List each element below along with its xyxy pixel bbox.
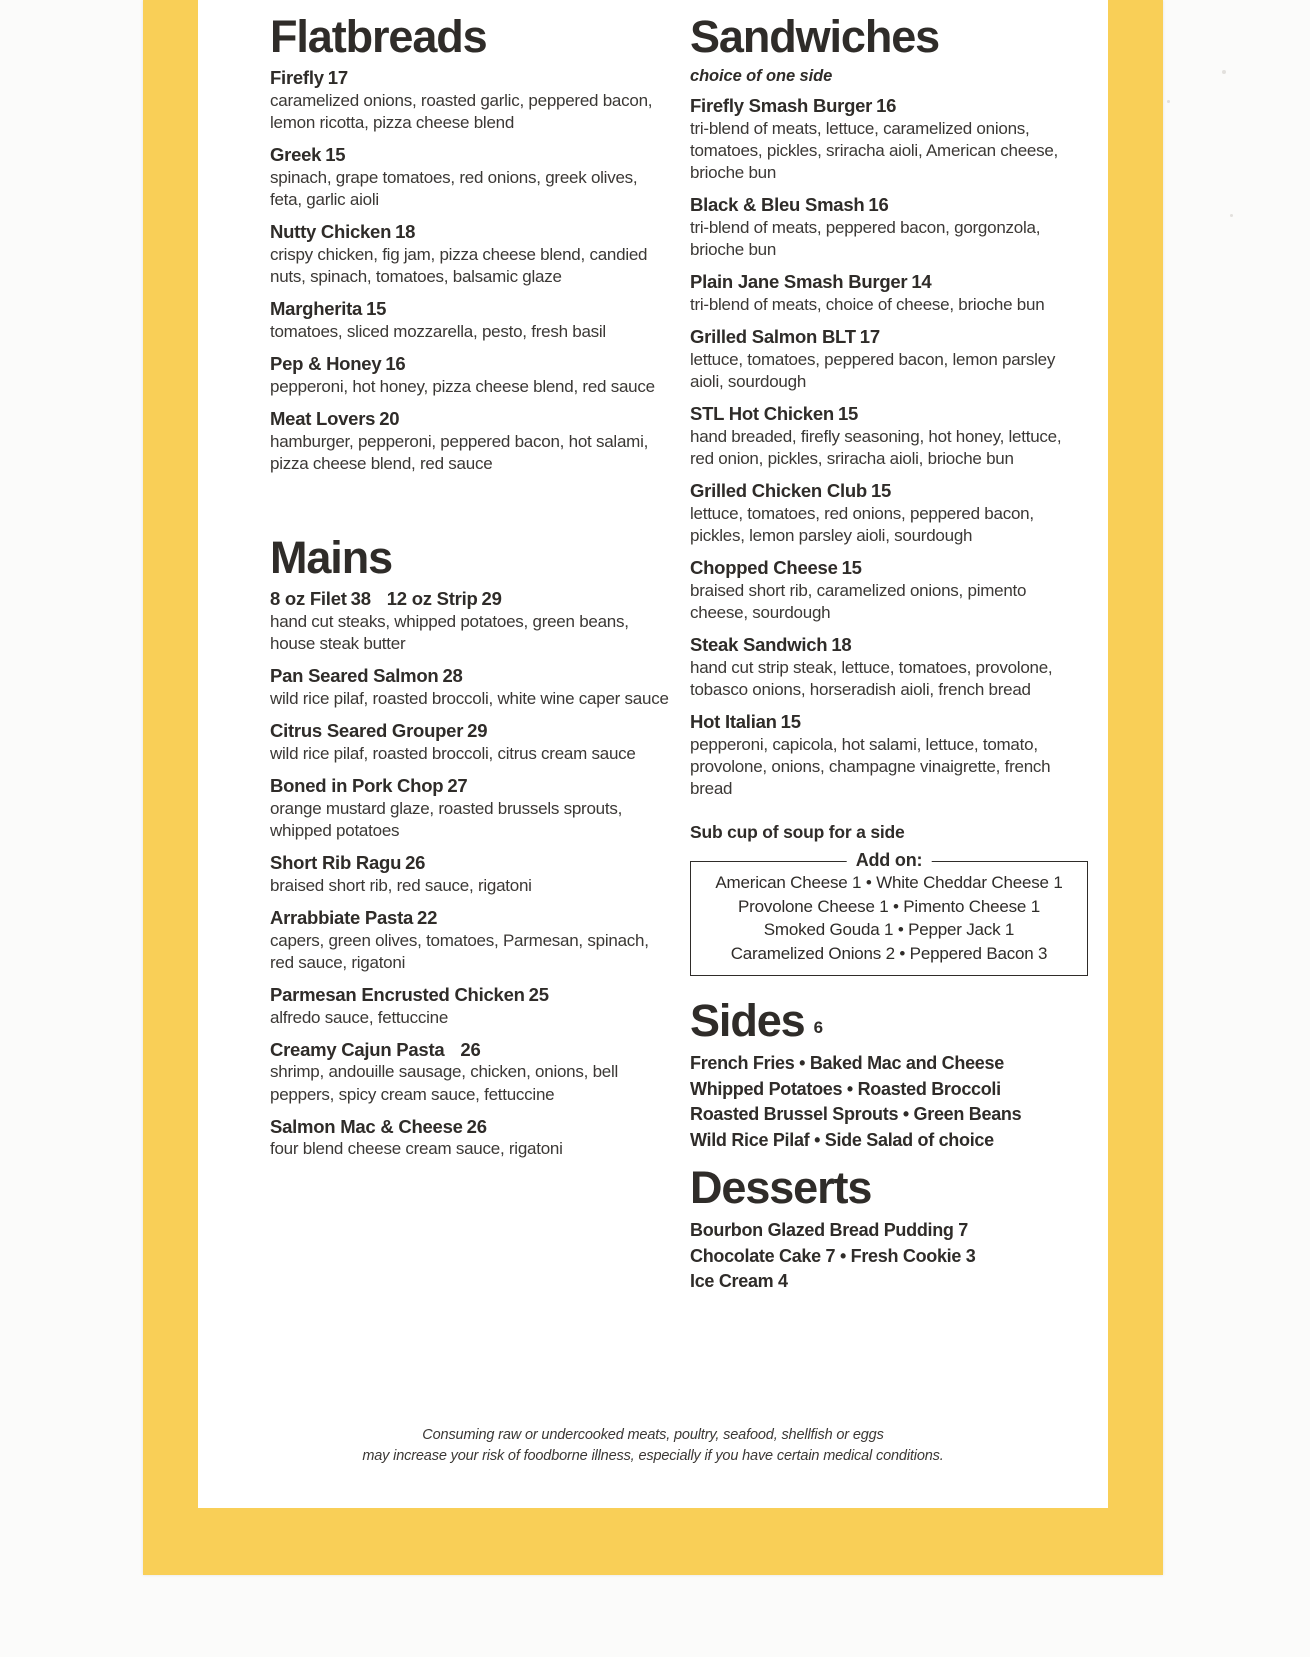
menu-item [270, 775, 670, 842]
menu-item [270, 144, 670, 211]
item-description: tomatoes, sliced mozzarella, pesto, fresh basil [270, 321, 606, 341]
add-on-row: American Cheese 1 • White Cheddar Cheese 1 [715, 873, 1063, 893]
item-description: lettuce, tomatoes, red onions, peppered bacon, pickles, lemon parsley aioli, sourdough [690, 503, 1034, 545]
item-description: braised short rib, red sauce, rigatoni [270, 875, 532, 895]
item-description: hand cut strip steak, lettuce, tomatoes, provolone, tobasco onions, horseradish aioli, french bread [690, 657, 1053, 700]
item-price: 26 [405, 851, 426, 873]
section-gap [270, 485, 670, 535]
item-name: Plain Jane Smash Burger [690, 271, 908, 293]
right-column [690, 11, 1088, 1295]
item-name-line [270, 720, 670, 742]
menu-item [690, 194, 1088, 261]
item-name: Creamy Cajun Pasta [270, 1038, 445, 1060]
disclaimer-line-1: Consuming raw or undercooked meats, poultry, seafood, shellfish or eggs [422, 1427, 884, 1443]
item-name: Chopped Cheese [690, 557, 838, 579]
sub-soup-note: Sub cup of soup for a side [690, 822, 905, 843]
item-name-line [270, 221, 670, 243]
disclaimer-line-2: may increase your risk of foodborne illness, especially if you have certain medical conditions. [362, 1448, 944, 1465]
add-on-row: Provolone Cheese 1 • Pimento Cheese 1 [738, 896, 1040, 916]
item-name: Firefly Smash Burger [690, 95, 873, 116]
sides-row: Wild Rice Pilaf • Side Salad of choice [690, 1129, 994, 1150]
item-name: Black & Bleu Smash [690, 194, 865, 216]
item-name-line [270, 665, 670, 687]
item-price: 16 [868, 194, 889, 216]
menu-item [270, 353, 670, 398]
item-name-line [270, 353, 670, 375]
item-price: 14 [911, 271, 932, 293]
item-description: hamburger, pepperoni, peppered bacon, hot salami, pizza cheese blend, red sauce [270, 431, 649, 473]
scan-speck [1167, 100, 1170, 103]
item-name-line [690, 480, 1088, 502]
menu-item [690, 634, 1088, 701]
footer-disclaimer [198, 1425, 1108, 1467]
menu-item [270, 67, 670, 134]
item-price: 20 [379, 407, 400, 429]
menu-item [270, 298, 670, 343]
menu-item [270, 907, 670, 974]
item-price: 26 [466, 1115, 487, 1137]
item-name-line [270, 1116, 670, 1138]
item-price: 15 [837, 403, 859, 425]
item-price: 16 [385, 352, 406, 374]
item-name-line [270, 588, 670, 610]
item-name-line [270, 907, 670, 929]
menu-item [270, 1039, 670, 1106]
gap [690, 810, 1088, 822]
menu-sheet [143, 0, 1163, 1575]
menu-item [270, 1116, 670, 1161]
item-name-line [270, 984, 670, 1006]
item-name: Pep & Honey [270, 352, 382, 374]
item-description: shrimp, andouille sausage, chicken, onions, bell peppers, spicy cream sauce, fettuccine [270, 1062, 619, 1104]
item-name-line [690, 194, 1088, 216]
item-name: Grilled Salmon BLT [690, 326, 856, 348]
item-name: 8 oz Filet [270, 587, 347, 609]
sandwiches-subtitle: choice of one side [690, 67, 833, 85]
item-price: 17 [327, 67, 348, 88]
left-column [270, 11, 670, 1171]
sandwiches-heading: Sandwiches [690, 11, 940, 62]
item-description: hand cut steaks, whipped potatoes, green beans, house steak butter [270, 611, 629, 653]
item-price: 27 [447, 774, 468, 796]
item-name: Boned in Pork Chop [270, 774, 444, 796]
mains-heading: Mains [270, 531, 393, 583]
item-name: Arrabbiate Pasta [270, 906, 414, 928]
item-name-line [690, 711, 1088, 733]
scan-speck [1230, 214, 1233, 217]
item-price: 15 [780, 711, 801, 733]
item-description: braised short rib, caramelized onions, pimento cheese, sourdough [690, 580, 1027, 623]
item-name-line [270, 852, 670, 874]
menu-item [690, 557, 1088, 624]
sides-title: Sides [690, 995, 805, 1047]
desserts-heading: Desserts [690, 1162, 872, 1214]
item-name: Steak Sandwich [690, 634, 828, 656]
item-price: 15 [325, 144, 346, 166]
item-price: 25 [528, 983, 549, 1005]
menu-item [270, 720, 670, 765]
item-name: Short Rib Ragu [270, 851, 402, 873]
item-description: caramelized onions, roasted garlic, peppered bacon, lemon ricotta, pizza cheese blend [270, 90, 653, 132]
item-name: Parmesan Encrusted Chicken [270, 983, 525, 1005]
item-name-line [690, 95, 1088, 117]
item-name-line [690, 634, 1088, 656]
item-name-line [270, 1039, 670, 1061]
item-description: hand breaded, firefly seasoning, hot honey, lettuce, red onion, pickles, sriracha aioli, brioche bun [690, 426, 1062, 468]
menu-columns [198, 0, 1108, 1508]
item-price: 26 [460, 1038, 481, 1060]
item-description: pepperoni, hot honey, pizza cheese blend, red sauce [270, 376, 655, 396]
item-name: Firefly [270, 67, 324, 88]
item-price: 22 [417, 906, 438, 928]
add-on-box [690, 850, 1088, 976]
item-description: tri-blend of meats, lettuce, caramelized onions, tomatoes, pickles, sriracha aioli, American cheese, brioche bun [690, 118, 1059, 183]
item-description: lettuce, tomatoes, peppered bacon, lemon parsley aioli, sourdough [690, 349, 1056, 391]
menu-item [690, 95, 1088, 184]
item-name-line [270, 298, 670, 320]
menu-item [690, 326, 1088, 393]
sides-heading [690, 995, 1088, 1047]
item-price: 29 [467, 719, 488, 741]
menu-item [270, 588, 670, 655]
item-price: 15 [366, 298, 387, 320]
item-price: 18 [395, 221, 416, 243]
item-name: Greek [270, 144, 322, 166]
item-price: 15 [870, 480, 892, 502]
item-name: Meat Lovers [270, 407, 376, 429]
item-description: wild rice pilaf, roasted broccoli, citrus cream sauce [270, 743, 636, 763]
item-description: spinach, grape tomatoes, red onions, greek olives, feta, garlic aioli [270, 167, 638, 209]
add-on-legend: Add on: [847, 850, 932, 871]
sides-row: Whipped Potatoes • Roasted Broccoli [690, 1078, 1001, 1099]
menu-item [270, 408, 670, 475]
item-name: Nutty Chicken [270, 221, 392, 243]
item-name: STL Hot Chicken [690, 403, 834, 425]
item-description: pepperoni, capicola, hot salami, lettuce, tomato, provolone, onions, champagne vinaigrette, french bread [690, 734, 1051, 799]
item-name: Hot Italian [690, 711, 777, 733]
menu-item [270, 221, 670, 288]
item-description: crispy chicken, fig jam, pizza cheese blend, candied nuts, spinach, tomatoes, balsamic glaze [270, 244, 648, 286]
item-name-line [690, 326, 1088, 348]
item-description: tri-blend of meats, choice of cheese, brioche bun [690, 294, 1045, 314]
sides-price: 6 [813, 1018, 824, 1038]
scan-speck [1222, 70, 1226, 74]
item-name-line [690, 403, 1088, 425]
item-name-line [690, 557, 1088, 579]
item-price: 15 [841, 557, 862, 579]
item-name: Citrus Seared Grouper [270, 719, 464, 741]
item-name-line [270, 408, 670, 430]
item-name: Pan Seared Salmon [270, 664, 439, 686]
item-name: Margherita [270, 298, 363, 320]
item-price-secondary: 29 [481, 587, 502, 609]
menu-item [270, 852, 670, 897]
sides-row: French Fries • Baked Mac and Cheese [690, 1053, 1004, 1074]
menu-item [690, 480, 1088, 547]
item-price: 16 [876, 95, 897, 116]
item-description: tri-blend of meats, peppered bacon, gorgonzola, brioche bun [690, 217, 1041, 260]
item-price: 17 [859, 326, 880, 348]
item-name-line [270, 144, 670, 166]
menu-item [690, 711, 1088, 800]
item-description: orange mustard glaze, roasted brussels sprouts, whipped potatoes [270, 798, 623, 840]
add-on-row: Smoked Gouda 1 • Pepper Jack 1 [763, 920, 1015, 940]
desserts-row: Bourbon Glazed Bread Pudding 7 [690, 1220, 969, 1241]
flatbreads-heading: Flatbreads [270, 11, 487, 62]
item-name-line [270, 775, 670, 797]
menu-item [690, 403, 1088, 470]
item-name-secondary: 12 oz Strip [386, 587, 478, 609]
menu-paper [198, 0, 1108, 1508]
sides-row: Roasted Brussel Sprouts • Green Beans [690, 1104, 1022, 1125]
item-description: capers, green olives, tomatoes, Parmesan, spinach, red sauce, rigatoni [270, 930, 649, 972]
item-name-line [690, 271, 1088, 293]
item-price: 18 [831, 634, 852, 656]
item-description: alfredo sauce, fettuccine [270, 1007, 449, 1027]
item-name: Grilled Chicken Club [690, 480, 867, 502]
add-on-row: Caramelized Onions 2 • Peppered Bacon 3 [730, 943, 1048, 963]
menu-item [270, 984, 670, 1029]
desserts-row: Ice Cream 4 [690, 1271, 788, 1292]
item-price: 38 [350, 587, 371, 609]
item-name: Salmon Mac & Cheese [270, 1115, 463, 1137]
item-description: four blend cheese cream sauce, rigatoni [270, 1139, 563, 1159]
item-description: wild rice pilaf, roasted broccoli, white wine caper sauce [270, 688, 669, 708]
item-price: 28 [442, 664, 463, 686]
menu-item [690, 271, 1088, 316]
menu-item [270, 665, 670, 710]
item-name-line [270, 67, 670, 89]
desserts-row: Chocolate Cake 7 • Fresh Cookie 3 [690, 1245, 976, 1266]
